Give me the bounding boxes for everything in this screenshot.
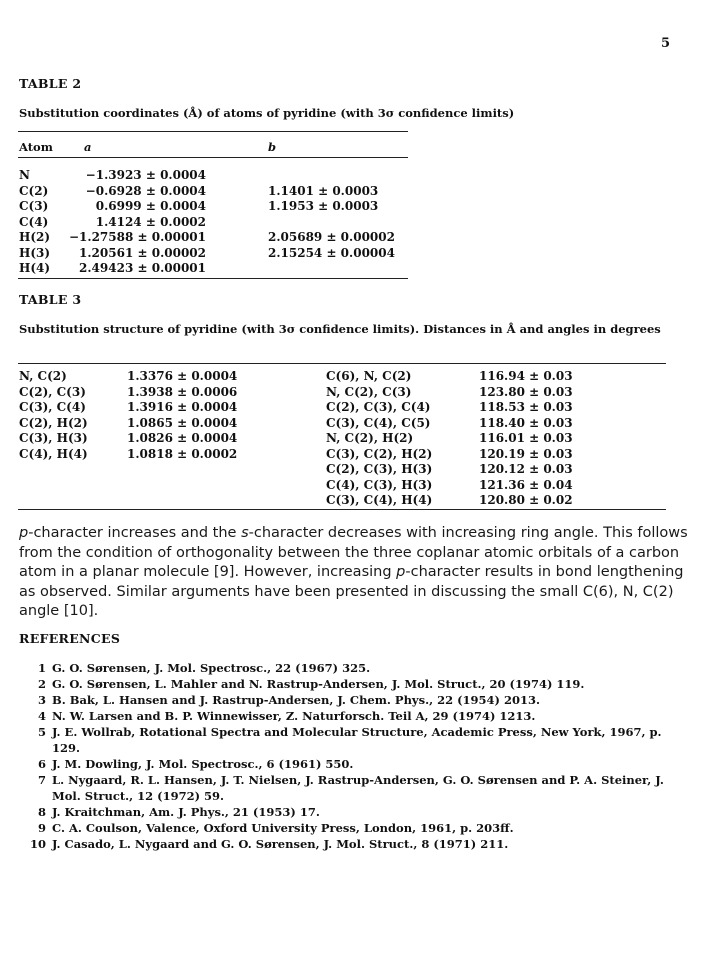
table2-atom-cell: C(2) xyxy=(19,183,49,198)
table2-a-cell: 1.20561 ± 0.00002 xyxy=(79,245,206,260)
table2-b-column xyxy=(268,168,395,277)
table3-distance-atoms-column xyxy=(19,369,88,462)
table3-bottom-rule xyxy=(18,509,666,510)
table3-angle-atoms-cell: C(4), C(3), H(3) xyxy=(326,477,433,492)
table3-distance-atoms-cell: C(3), H(3) xyxy=(19,431,88,445)
table2-atom-cell: C(3) xyxy=(19,199,49,213)
table2-atom-cell: C(4) xyxy=(19,214,49,229)
table3-distance-value-cell: 1.3938 ± 0.0006 xyxy=(127,384,238,399)
reference-item xyxy=(30,708,690,724)
table2-caption: TABLE 2 xyxy=(19,76,82,91)
table2-top-rule xyxy=(18,131,408,132)
reference-number: 5 xyxy=(37,725,46,739)
table3-angle-atoms-cell: C(2), C(3), H(3) xyxy=(326,462,433,476)
table3-angle-values-column xyxy=(479,369,573,509)
table3-angle-value-cell: 116.01 ± 0.03 xyxy=(479,431,573,445)
reference-text: C. A. Coulson, Valence, Oxford University Press, London, 1961, p. 203ff. xyxy=(52,821,514,835)
table3-description: Substitution structure of pyridine (with 3σ confidence limits). Distances in Å and angles in degrees xyxy=(19,322,661,336)
table3-distance-value-cell: 1.3916 ± 0.0004 xyxy=(127,400,238,414)
table2-a-cell: −0.6928 ± 0.0004 xyxy=(85,183,206,198)
reference-text: J. M. Dowling, J. Mol. Spectrosc., 6 (1961) 550. xyxy=(52,757,354,771)
table2-header-atom: Atom xyxy=(19,140,53,154)
table2-atom-column xyxy=(19,168,50,277)
body-paragraph xyxy=(19,524,699,622)
table2-b-cell xyxy=(268,215,395,231)
reference-item xyxy=(30,724,690,756)
table3-angle-value-cell: 120.80 ± 0.02 xyxy=(479,493,573,507)
references-list xyxy=(30,660,690,852)
table3-angle-atoms-cell: C(3), C(2), H(2) xyxy=(326,446,433,461)
table2-description: Substitution coordinates (Å) of atoms of pyridine (with 3σ confidence limits) xyxy=(19,106,515,120)
table2-bottom-rule xyxy=(18,278,408,279)
reference-number: 1 xyxy=(37,661,46,675)
table3-angle-atoms-cell: C(2), C(3), C(4) xyxy=(326,400,431,414)
table2-b-cell xyxy=(268,261,395,277)
table3-distance-value-cell: 1.0826 ± 0.0004 xyxy=(127,431,238,445)
table3-distance-atoms-cell: C(2), C(3) xyxy=(19,384,86,399)
table3-angle-atoms-cell: N, C(2), C(3) xyxy=(326,384,412,399)
table3-distance-atoms-cell: C(3), C(4) xyxy=(19,400,86,414)
table3-distance-atoms-cell: C(2), H(2) xyxy=(19,415,88,430)
table3-caption: TABLE 3 xyxy=(19,292,82,307)
table2-a-cell: −1.3923 ± 0.0004 xyxy=(85,168,206,182)
table3-angle-atoms-cell: C(6), N, C(2) xyxy=(326,369,412,383)
table2-b-cell: 2.15254 ± 0.00004 xyxy=(268,245,395,260)
reference-number: 9 xyxy=(37,821,46,835)
reference-number: 10 xyxy=(30,837,47,851)
table3-distance-values-column xyxy=(127,369,237,462)
reference-item xyxy=(30,804,690,820)
table3-angle-atoms-cell: N, C(2), H(2) xyxy=(326,431,414,445)
reference-item xyxy=(30,756,690,772)
reference-text: J. Kraitchman, Am. J. Phys., 21 (1953) 17. xyxy=(52,805,320,819)
reference-item xyxy=(30,772,690,804)
reference-number: 2 xyxy=(37,677,46,691)
table2-b-cell: 1.1953 ± 0.0003 xyxy=(268,199,379,213)
reference-text: B. Bak, L. Hansen and J. Rastrup-Andersen, J. Chem. Phys., 22 (1954) 2013. xyxy=(52,693,541,707)
table2-a-column xyxy=(64,168,206,277)
reference-item xyxy=(30,692,690,708)
table3-distance-atoms-cell: C(4), H(4) xyxy=(19,446,88,461)
table2-header-b: b xyxy=(268,140,277,154)
table3-distance-value-cell: 1.0818 ± 0.0002 xyxy=(127,446,238,461)
table2-a-cell: 1.4124 ± 0.0002 xyxy=(95,214,206,229)
table3-top-rule xyxy=(18,363,666,364)
reference-text: G. O. Sørensen, J. Mol. Spectrosc., 22 (1967) 325. xyxy=(52,661,371,675)
reference-text: G. O. Sørensen, L. Mahler and N. Rastrup-Andersen, J. Mol. Struct., 20 (1974) 119. xyxy=(52,677,585,691)
reference-item xyxy=(30,660,690,676)
table2-atom-cell: H(4) xyxy=(19,261,51,275)
table2-header-a: a xyxy=(84,140,92,154)
body-paragraph-text: p-character increases and the s-character decreases with increasing ring angle. This follows from the condition of orthogonality between the three coplanar atomic orbitals of a carbon atom in a planar molecule [9]. However, increasing p-character results in bond lengthening as observed. Similar arguments have been presented in discussing the small C(6), N, C(2) angle [10]. xyxy=(19,525,688,619)
table3-angle-value-cell: 121.36 ± 0.04 xyxy=(479,477,573,492)
reference-text: L. Nygaard, R. L. Hansen, J. T. Nielsen, J. Rastrup-Andersen, G. O. Sørensen and P. A. Steiner, J. Mol. Struct., 12 (1972) 59. xyxy=(52,773,664,803)
table3-angle-value-cell: 118.53 ± 0.03 xyxy=(479,400,573,414)
table3-distance-value-cell: 1.0865 ± 0.0004 xyxy=(127,415,238,430)
reference-number: 6 xyxy=(37,757,46,771)
reference-text: J. Casado, L. Nygaard and G. O. Sørensen, J. Mol. Struct., 8 (1971) 211. xyxy=(52,837,509,851)
reference-number: 4 xyxy=(37,709,46,723)
table3-angle-value-cell: 120.19 ± 0.03 xyxy=(479,446,573,461)
table2-a-cell: 0.6999 ± 0.0004 xyxy=(95,199,206,213)
references-heading: REFERENCES xyxy=(19,631,121,646)
table3-angle-atoms-cell: C(3), C(4), H(4) xyxy=(326,493,433,507)
table2-b-cell: 2.05689 ± 0.00002 xyxy=(268,230,395,244)
table2-atom-cell: N xyxy=(19,168,30,182)
reference-item xyxy=(30,676,690,692)
reference-item xyxy=(30,836,690,852)
table3-angle-value-cell: 120.12 ± 0.03 xyxy=(479,462,573,476)
table3-angle-value-cell: 118.40 ± 0.03 xyxy=(479,415,573,430)
table2-a-cell: 2.49423 ± 0.00001 xyxy=(79,261,206,275)
table3-distance-value-cell: 1.3376 ± 0.0004 xyxy=(127,369,238,383)
reference-text: N. W. Larsen and B. P. Winnewisser, Z. Naturforsch. Teil A, 29 (1974) 1213. xyxy=(52,709,536,723)
table3-angle-atoms-cell: C(3), C(4), C(5) xyxy=(326,415,431,430)
reference-item xyxy=(30,820,690,836)
table3-angle-atoms-column xyxy=(326,369,432,509)
table2-atom-cell: H(2) xyxy=(19,230,51,244)
table2-b-cell xyxy=(268,168,395,184)
reference-number: 8 xyxy=(37,805,46,819)
table3-angle-value-cell: 123.80 ± 0.03 xyxy=(479,384,573,399)
table3-distance-atoms-cell: N, C(2) xyxy=(19,369,67,383)
reference-number: 3 xyxy=(37,693,46,707)
reference-text: J. E. Wollrab, Rotational Spectra and Molecular Structure, Academic Press, New York, 1967, p. 129. xyxy=(52,725,662,755)
table2-b-cell: 1.1401 ± 0.0003 xyxy=(268,183,379,198)
reference-number: 7 xyxy=(37,773,46,787)
table2-header-rule xyxy=(18,157,408,158)
table2-a-cell: −1.27588 ± 0.00001 xyxy=(68,230,206,244)
table2-atom-cell: H(3) xyxy=(19,245,51,260)
page-number: 5 xyxy=(661,36,671,51)
table3-angle-value-cell: 116.94 ± 0.03 xyxy=(479,369,573,383)
